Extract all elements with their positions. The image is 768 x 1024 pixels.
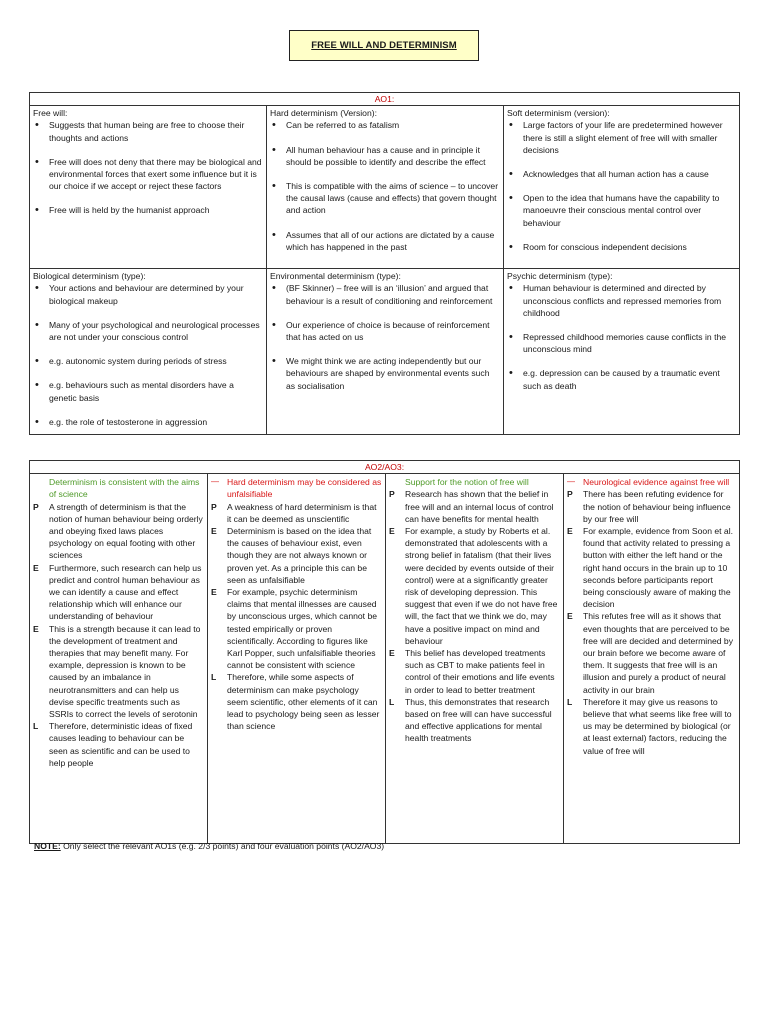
bullet-item: • All human behaviour has a cause and in principle it should be possible to identify and describe the effect bbox=[270, 144, 500, 168]
ao1-cell-biological-determinism bbox=[30, 269, 267, 435]
bullet-item: • e.g. autonomic system during periods of stress bbox=[33, 355, 263, 367]
title-box bbox=[289, 30, 479, 61]
bullet-item: • Open to the idea that humans have the capability to manoeuvre their conscious mental control over behaviour bbox=[507, 192, 736, 229]
evaluation-heading: — Hard determinism may be considered as unfalsifiable bbox=[211, 477, 382, 500]
peel-point: E Determinism is based on the idea that the causes of behaviour exist, even though they are not always known or proven yet. As a principle this can be seen as unfalsifiable bbox=[211, 526, 372, 585]
ao1-cell-free-will bbox=[30, 106, 267, 269]
peel-point: L Therefore, while some aspects of determinism can make psychology seem scientific, other elements of it can lead to psychology being seen as lesser than science bbox=[211, 672, 380, 732]
ao2-table bbox=[29, 460, 740, 844]
bullet-item: • Free will is held by the humanist approach bbox=[33, 204, 263, 216]
note-label: NOTE: bbox=[34, 841, 61, 851]
evaluation-heading: — Neurological evidence against free will bbox=[567, 477, 730, 488]
bullet-item: • e.g. behaviours such as mental disorders have a genetic basis bbox=[33, 379, 263, 403]
cell-title: Environmental determinism (type): bbox=[270, 271, 401, 282]
peel-point: P Research has shown that the belief in free will and an internal locus of control can have benefits for mental health bbox=[389, 489, 554, 524]
peel-point: P A weakness of hard determinism is that it can be deemed as unscientific bbox=[211, 501, 377, 524]
ao2-header: AO2/AO3: bbox=[30, 461, 740, 474]
cell-title: Free will: bbox=[33, 108, 68, 119]
bullet-item: • Free will does not deny that there may be biological and environmental forces that exert some influence but it is our choice if we accept or reject these factors bbox=[33, 156, 263, 193]
bullet-item: • Our experience of choice is because of reinforcement that has acted on us bbox=[270, 319, 500, 343]
peel-point: L Thus, this demonstrates that research based on free will can have successful and effective applications for mental health treatments bbox=[389, 696, 552, 744]
cell-title: Psychic determinism (type): bbox=[507, 271, 613, 282]
bullet-item: • Suggests that human being are free to choose their thoughts and actions bbox=[33, 119, 263, 143]
ao1-table bbox=[29, 92, 740, 435]
note-text: Only select the relevant AO1s (e.g. 2/3 points) and four evaluation points (AO2/AO3) bbox=[60, 841, 385, 851]
ao2-col-unfalsifiable bbox=[208, 474, 386, 844]
peel-point: E This belief has developed treatments such as CBT to make patients feel in control of their emotions and life events in order to lead to better treatment bbox=[389, 648, 555, 695]
peel-point: E This refutes free will as it shows that even thoughts that are perceived to be free will are decided and determined by our brain before we become aware of them. It suggests that free will is an illusion and purely a product of neural activity in our brain bbox=[567, 611, 734, 695]
bullet-item: • Assumes that all of our actions are dictated by a cause which has happened in the past bbox=[270, 229, 500, 253]
dash-icon: — bbox=[211, 477, 219, 487]
note-line bbox=[34, 841, 384, 851]
peel-point: P There has been refuting evidence for the notion of behaviour being influence by our free will bbox=[567, 489, 731, 524]
peel-point: E Furthermore, such research can help us predict and control human behaviour as we can identify a cause and effect relationship which will enhance our understanding of behaviour bbox=[33, 562, 202, 622]
bullet-item: • e.g. depression can be caused by a traumatic event such as death bbox=[507, 367, 736, 391]
ao1-header: AO1: bbox=[30, 93, 740, 106]
bullet-item: • We might think we are acting independently but our behaviours are shaped by environmental events such as socialisation bbox=[270, 355, 500, 392]
bullet-item: • (BF Skinner) – free will is an ‘illusion’ and argued that behaviour is a result of conditioning and reinforcement bbox=[270, 282, 500, 306]
ao2-col-neurological-evidence bbox=[564, 474, 740, 844]
peel-point: E For example, a study by Roberts et al. demonstrated that adolescents with a strong belief in fatalism (that their lives were decided by events outside of their control) were at a significantly greater risk of developing depression. This suggest that even if we do not have free will, the fact that we think we do, may have a positive impact on mind and behaviour bbox=[389, 526, 558, 646]
peel-point: E For example, psychic determinism claims that mental illnesses are caused by unconscious urges, which cannot be tested empirically or proven scientifically. According to figures like Karl Popper, such unfalsifiable theories cannot be consistent with science bbox=[211, 587, 378, 671]
bullet-item: • Large factors of your life are predetermined however there is still a slight element of free will with smaller decisions bbox=[507, 119, 736, 156]
bullet-item: • Can be referred to as fatalism bbox=[270, 119, 500, 131]
ao2-col-determinism-science bbox=[30, 474, 208, 844]
bullet-item: • This is compatible with the aims of science – to uncover the causal laws (cause and effects) that govern thought and action bbox=[270, 180, 500, 217]
peel-point: L Therefore it may give us reasons to believe that what seems like free will to us may be determined by biological (or at least external) factors, reducing the value of free will bbox=[567, 696, 732, 756]
page-title: FREE WILL AND DETERMINISM bbox=[311, 40, 457, 51]
evaluation-heading: Determinism is consistent with the aims of science bbox=[49, 477, 200, 500]
ao1-cell-psychic-determinism bbox=[504, 269, 740, 435]
bullet-item: • Your actions and behaviour are determined by your biological makeup bbox=[33, 282, 263, 306]
bullet-item: • Acknowledges that all human action has a cause bbox=[507, 168, 736, 180]
peel-point: E For example, evidence from Soon et al. found that activity related to pressing a button with either the left hand or the right hand occurs in the brain up to 10 seconds before participants report being consciously aware of making the decision bbox=[567, 526, 733, 610]
dash-icon: — bbox=[567, 477, 575, 487]
bullet-item: • Room for conscious independent decisions bbox=[507, 241, 736, 253]
ao2-col-free-will-support bbox=[386, 474, 564, 844]
ao1-cell-hard-determinism bbox=[267, 106, 504, 269]
bullet-item: • Human behaviour is determined and directed by unconscious conflicts and repressed memories from childhood bbox=[507, 282, 736, 319]
evaluation-heading: Support for the notion of free will bbox=[405, 477, 529, 488]
cell-title: Soft determinism (version): bbox=[507, 108, 610, 119]
cell-title: Hard determinism (Version): bbox=[270, 108, 377, 119]
peel-point: L Therefore, deterministic ideas of fixed causes leading to behaviour can be seen as scientific and can be used to help people bbox=[33, 721, 193, 768]
peel-point: E This is a strength because it can lead to the development of treatment and therapies that may benefit many. For example, depression is known to be caused by an imbalance in neurotransmitters and can help us devise specific treatments such as SSRIs to correct the levels of serotonin bbox=[33, 623, 201, 720]
bullet-item: • e.g. the role of testosterone in aggression bbox=[33, 416, 263, 428]
cell-title: Biological determinism (type): bbox=[33, 271, 146, 282]
bullet-item: • Repressed childhood memories cause conflicts in the unconscious mind bbox=[507, 331, 736, 355]
peel-point: P A strength of determinism is that the notion of human behaviour being orderly and obeying fixed laws places psychology on equal footing with other sciences bbox=[33, 501, 203, 561]
ao1-cell-soft-determinism bbox=[504, 106, 740, 269]
bullet-item: • Many of your psychological and neurological processes are not under your conscious control bbox=[33, 319, 263, 343]
ao1-cell-environmental-determinism bbox=[267, 269, 504, 435]
